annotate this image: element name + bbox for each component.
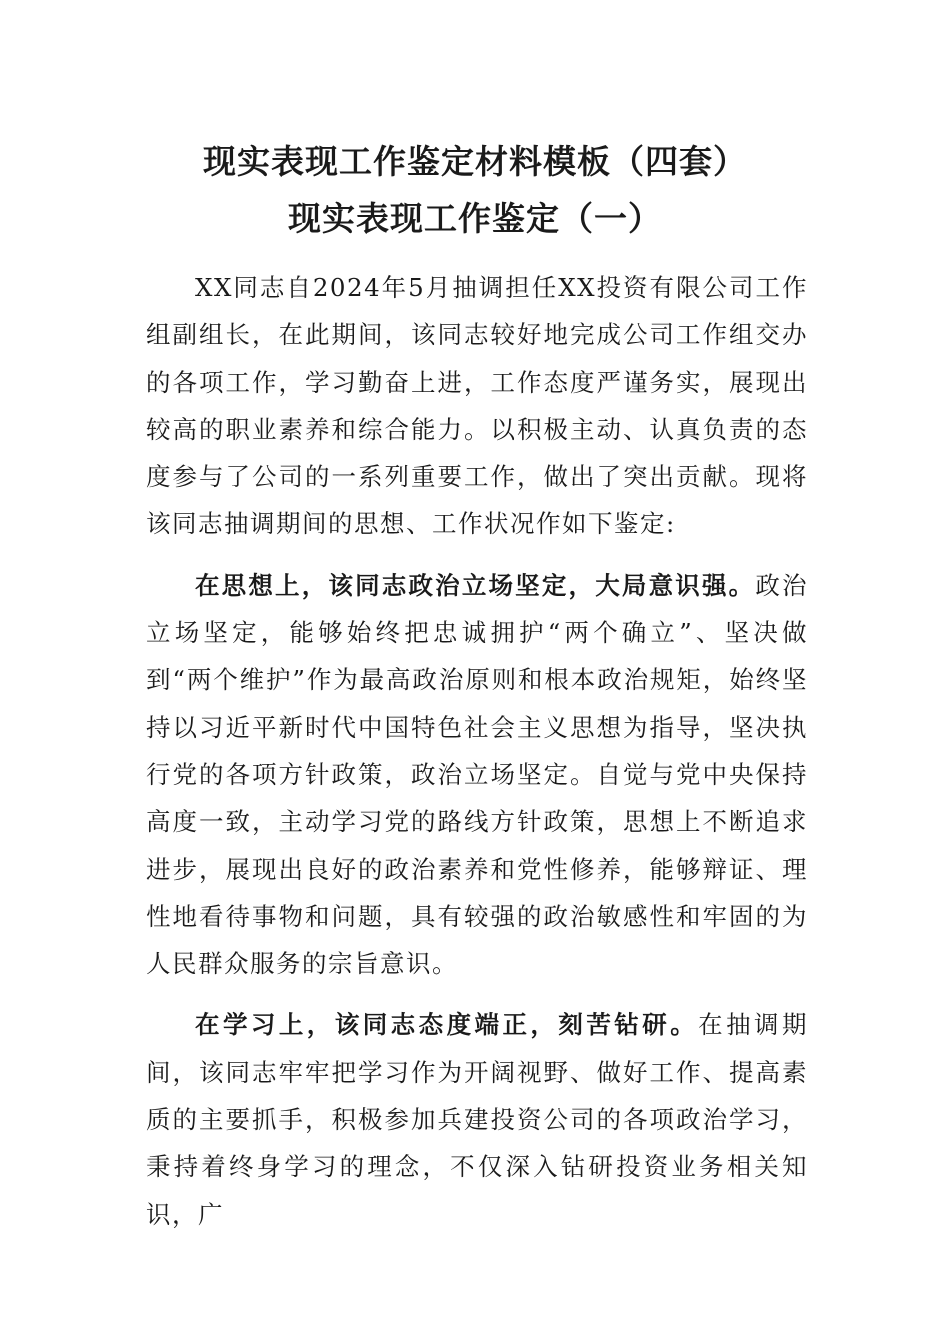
paragraph-thought-text: 政治立场坚定，能够始终把忠诚拥护“两个确立”、坚决做到“两个维护”作为最高政治原则和根本政治规矩，始终坚持以习近平新时代中国特色社会主义思想为指导，坚决执行党的各项方针政策，政治立场坚定。自觉与党中央保持高度一致，主动学习党的路线方针政策，思想上不断追求进步，展现出良好的政治素养和党性修养，能够辩证、理性地看待事物和问题，具有较强的政治敏感性和牢固的为人民群众服务的宗旨意识。 xyxy=(146,570,809,979)
document-body xyxy=(146,264,808,1252)
paragraph-intro-text: XX同志自2024年5月抽调担任XX投资有限公司工作组副组长，在此期间，该同志较好地完成公司工作组交办的各项工作，学习勤奋上进，工作态度严谨务实，展现出较高的职业素养和综合能力。以积极主动、认真负责的态度参与了公司的一系列重要工作，做出了突出贡献。现将该同志抽调期间的思想、工作状况作如下鉴定: xyxy=(146,273,808,539)
paragraph-thought xyxy=(146,562,808,988)
paragraph-intro xyxy=(146,264,808,548)
document-title: 现实表现工作鉴定材料模板（四套） xyxy=(203,142,747,181)
paragraph-thought-lead: 在思想上，该同志政治立场坚定，大局意识强。 xyxy=(195,570,756,600)
document-subtitle: 现实表现工作鉴定（一） xyxy=(288,199,662,238)
paragraph-study xyxy=(146,1001,808,1237)
paragraph-study-lead: 在学习上，该同志态度端正，刻苦钻研。 xyxy=(195,1010,699,1040)
paragraph-study-text: 在抽调期间，该同志牢牢把学习作为开阔视野、做好工作、提高素质的主要抓手，积极参加兵建投资公司的各项政治学习，秉持着终身学习的理念，不仅深入钻研投资业务相关知识，广 xyxy=(146,1010,809,1229)
